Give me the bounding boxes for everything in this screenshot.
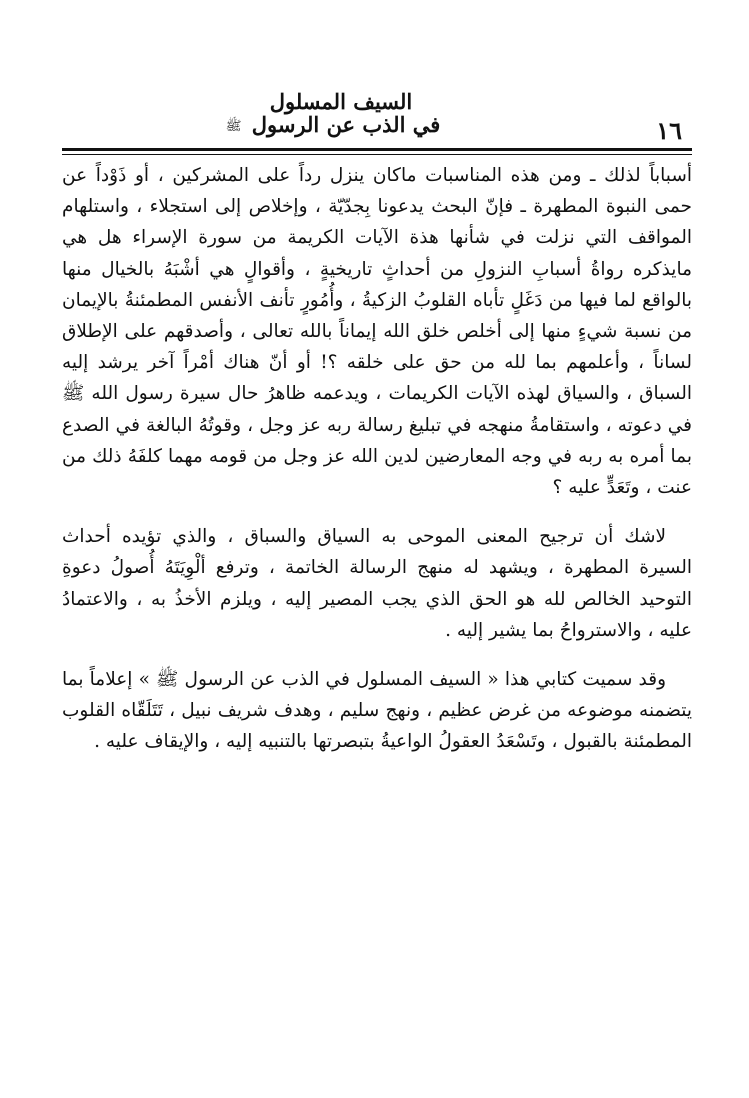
book-title-line-1: السيف المسلول — [269, 89, 413, 114]
book-title-line-2-text: في الذب عن الرسول — [251, 112, 441, 137]
paragraph-1: أسباباً لذلك ـ ومن هذه المناسبات ماكان ينزل رداً على المشركين ، أو ذَوْداً عن حمى النبوة المطهرة ـ فإنّ البحث يدعونا بِجدّيّة ، وإخلاص إلى استجلاء ، واستلهام المواقف التي نزلت في شأنها هذة الآيات الكريمة من سورة الإسراء هل هي مايذكره رواةُ أسبابِ النزولِ من أحداثٍ تاريخيةٍ ، وأقوالٍ هي أشْبَهُ بالخيال منها بالواقع لما فيها من دَغَلٍ تأباه القلوبُ الزكيةُ ، وأُمُورٍ تأنف الأنفس المطمئنةُ بالإيمان من نسبة شيءٍ منها إلى أخلص خلق الله إيماناً بالله تعالى ، وأصدقهم على الإطلاق لساناً ، وأعلمهم بما لله من حق على خلقه ؟! أو أنّ هناك أمْراً آخر يرشد إليه السباق ، والسياق لهذه الآيات الكريمات ، ويدعمه ظاهرُ حال سيرة رسول الله ﷺ في دعوته ، واستقامةُ منهجه في تبليغ رسالة ربه عز وجل ، وقوتُهُ البالغة في الصدع بما أمره به ربه في وجه المعارضين لدين الله عز وجل من قومه مهما كلفَهُ ذلك من عنت ، وتَعَدٍّ عليه ؟ — [62, 165, 692, 499]
header-rule-thick — [62, 148, 692, 151]
paragraph-2: لاشك أن ترجيح المعنى الموحى به السياق والسباق ، والذي تؤيده أحداث السيرة المطهرة ، ويشهد له منهج الرسالة الخاتمة ، وترفع ألْوِيَتَهُ أُصولُ دعوةِ التوحيد الخالص لله هو الحق الذي يجب المصير إليه ، ويلزم الأخذُ به ، والاعتمادُ عليه ، والاسترواحُ بما يشير إليه . — [62, 526, 692, 641]
header-rule-thin — [62, 154, 692, 155]
book-title-line-2 — [18, 113, 648, 139]
salutation-glyph: ﷺ — [225, 119, 242, 134]
paragraph-3: وقد سميت كتابي هذا « السيف المسلول في الذب عن الرسول ﷺ » إعلاماً بما يتضمنه موضوعه من غرض عظيم ، ونهج سليم ، وهدف شريف نبيل ، تَتَلَقّاه القلوب المطمئنة بالقبول ، وتَسْعَدُ العقولُ الواعيةُ بتبصرتها بالتنبيه إليه ، والإيقاف عليه . — [62, 669, 692, 753]
body-text — [62, 160, 692, 776]
page-number: ١٦ — [656, 116, 682, 145]
running-header — [62, 86, 692, 148]
